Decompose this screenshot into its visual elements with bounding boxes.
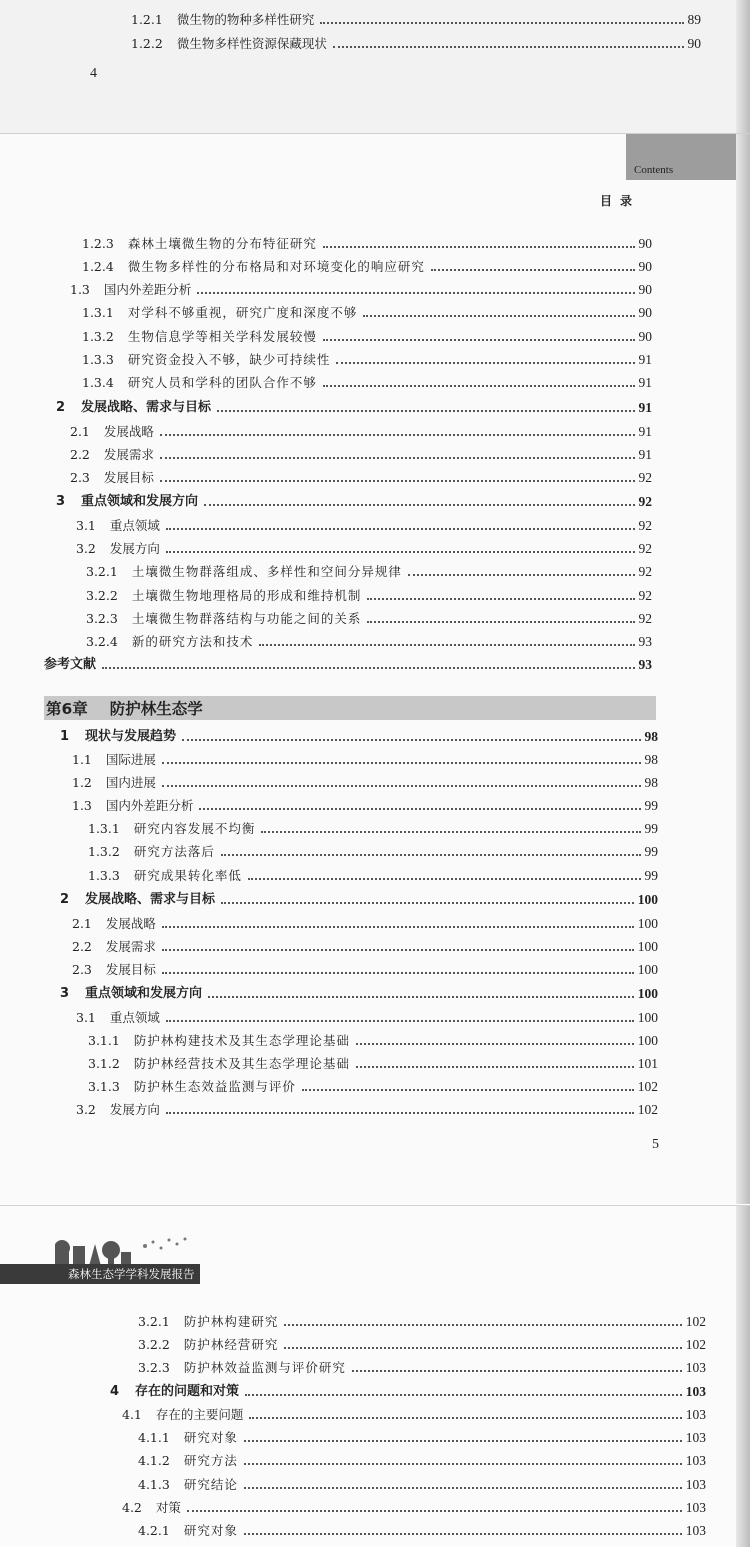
contents-tab — [626, 134, 750, 180]
dot-leader — [431, 269, 635, 271]
page-number: 4 — [90, 66, 97, 81]
toc-entry — [131, 35, 701, 53]
dot-leader — [244, 1533, 682, 1535]
toc-entry-title: 重点领域 — [109, 518, 160, 533]
dot-leader — [221, 854, 641, 856]
dot-leader — [356, 1043, 634, 1045]
chapter-title: 防护林生态学 — [109, 700, 203, 718]
toc-entry-title: 重点领域和发展方向 — [81, 494, 199, 509]
toc-entry-number: 4.1.3 — [138, 1477, 170, 1492]
toc-entry — [76, 517, 652, 535]
dot-leader — [323, 385, 635, 387]
toc-entry-number: 3.1.2 — [88, 1056, 120, 1071]
toc-entry — [138, 1313, 706, 1331]
toc-entry-title: 生物信息学等相关学科发展较慢 — [127, 329, 317, 344]
toc-entry-title: 国际进展 — [105, 752, 156, 767]
dot-leader — [162, 972, 634, 974]
dot-leader — [244, 1463, 682, 1465]
dot-leader — [336, 362, 634, 364]
toc-entry-number: 4.1 — [122, 1407, 142, 1422]
toc-entry-number: 1.3.1 — [82, 305, 114, 320]
dot-leader — [259, 644, 634, 646]
toc-entry-title: 森林土壤微生物的分布特征研究 — [127, 236, 317, 251]
toc-entry-title: 发展需求 — [103, 447, 154, 462]
toc-entry-title: 研究资金投入不够，缺少可持续性 — [127, 352, 331, 367]
toc-entry — [56, 493, 652, 511]
toc-entry — [88, 820, 658, 838]
dot-leader — [217, 410, 634, 412]
dot-leader — [160, 457, 635, 459]
dot-leader — [166, 1112, 634, 1114]
toc-entry-page: 92 — [638, 564, 652, 579]
toc-entry-page: 92 — [638, 541, 652, 556]
toc-entry-page: 102 — [637, 1102, 658, 1117]
toc-entry — [76, 1101, 658, 1119]
toc-entry-number: 3 — [60, 986, 70, 1001]
toc-entry — [86, 610, 652, 628]
toc-entry — [76, 540, 652, 558]
toc-entry — [70, 469, 652, 487]
toc-entry — [86, 587, 652, 605]
dot-leader — [162, 949, 634, 951]
dot-leader — [333, 46, 684, 48]
toc-entry-page: 103 — [685, 1407, 706, 1422]
toc-entry-number: 1.1 — [72, 752, 92, 767]
toc-entry-number: 3.2.2 — [138, 1337, 170, 1352]
toc-entry-title: 微生物多样性的分布格局和对环境变化的响应研究 — [127, 259, 425, 274]
toc-entry-title: 发展战略 — [103, 424, 154, 439]
page-number: 5 — [652, 1137, 659, 1152]
toc-entry-title: 防护林效益监测与评价研究 — [183, 1360, 346, 1375]
toc-entry-title: 防护林生态效益监测与评价 — [133, 1079, 296, 1094]
toc-entry-title: 土壤微生物地理格局的形成和维持机制 — [131, 588, 362, 603]
toc-entry — [60, 728, 658, 746]
contents-tab-label: Contents — [634, 164, 674, 176]
toc-entry-number: 1.2.4 — [82, 259, 114, 274]
toc-entry-page: 102 — [685, 1337, 706, 1352]
toc-entry-title: 国内外差距分析 — [103, 282, 192, 297]
dot-leader — [367, 598, 634, 600]
toc-entry-page: 103 — [685, 1500, 706, 1515]
toc-entry-number: 3.2.1 — [138, 1314, 170, 1329]
toc-entry-number: 3.1.1 — [88, 1033, 120, 1048]
toc-entry-page: 100 — [637, 986, 658, 1001]
dot-leader — [356, 1066, 634, 1068]
toc-entry-page: 92 — [638, 588, 652, 603]
toc-entry-title: 防护林经营研究 — [183, 1337, 279, 1352]
toc-entry-title: 发展战略 — [105, 916, 156, 931]
toc-entry — [82, 374, 652, 392]
toc-entry-page: 103 — [685, 1430, 706, 1445]
toc-entry — [76, 1009, 658, 1027]
toc-entry-number: 2 — [56, 400, 66, 415]
toc-entry-page: 99 — [644, 821, 658, 836]
toc-entry-page: 103 — [685, 1453, 706, 1468]
toc-entry-page: 92 — [638, 518, 652, 533]
toc-entry-number: 1.3 — [72, 798, 92, 813]
toc-entry — [88, 843, 658, 861]
dot-leader — [363, 315, 634, 317]
toc-entry — [72, 938, 658, 956]
dot-leader — [261, 831, 640, 833]
toc-entry-number: 3.1.3 — [88, 1079, 120, 1094]
dot-leader — [160, 434, 635, 436]
dot-leader — [323, 339, 635, 341]
toc-entry-page: 91 — [638, 447, 652, 462]
toc-entry-title: 研究对象 — [183, 1430, 238, 1445]
toc-entry-page: 93 — [638, 657, 652, 672]
toc-entry — [138, 1452, 706, 1470]
toc-entry — [138, 1336, 706, 1354]
forest-logo-icon — [55, 1236, 200, 1266]
toc-entry — [86, 633, 652, 651]
chapter-number: 第6章 — [46, 700, 88, 718]
toc-entry — [56, 399, 652, 417]
toc-entry-page: 90 — [638, 282, 652, 297]
toc-entry-page: 99 — [644, 868, 658, 883]
toc-page-6 — [0, 1205, 750, 1547]
toc-entry-number: 参考文献 — [44, 657, 97, 672]
toc-entry — [82, 351, 652, 369]
toc-entry — [138, 1522, 706, 1540]
dot-leader — [352, 1370, 682, 1372]
toc-entry-title: 研究对象 — [183, 1523, 238, 1538]
toc-entry-number: 3.2.2 — [86, 588, 118, 603]
book-spine-shadow — [736, 0, 750, 133]
dot-leader — [187, 1510, 682, 1512]
toc-entry — [72, 751, 658, 769]
toc-page-5 — [0, 134, 750, 1204]
toc-entry-page: 90 — [638, 305, 652, 320]
toc-entry-title: 重点领域和发展方向 — [85, 986, 203, 1001]
toc-entry-title: 存在的问题和对策 — [135, 1384, 240, 1399]
dot-leader — [408, 574, 635, 576]
toc-entry — [72, 961, 658, 979]
dot-leader — [248, 878, 641, 880]
toc-entry-page: 91 — [638, 375, 652, 390]
toc-entry-page: 89 — [687, 12, 701, 27]
dot-leader — [204, 504, 634, 506]
toc-entry-number: 4 — [110, 1384, 120, 1399]
toc-entry-title: 防护林构建技术及其生态学理论基础 — [133, 1033, 350, 1048]
toc-entry — [86, 563, 652, 581]
toc-entry — [138, 1359, 706, 1377]
toc-entry — [88, 867, 658, 885]
toc-entry-number: 4.2 — [122, 1500, 142, 1515]
toc-entry-number: 3.2 — [76, 541, 96, 556]
toc-entry-title: 发展战略、需求与目标 — [81, 400, 212, 415]
toc-entry-number: 1.3.3 — [82, 352, 114, 367]
toc-entry-title: 国内外差距分析 — [105, 798, 194, 813]
chapter-heading-bar — [44, 696, 656, 720]
toc-entry — [88, 1032, 658, 1050]
toc-entry-number: 2.3 — [72, 962, 92, 977]
toc-entry-title: 现状与发展趋势 — [85, 729, 177, 744]
toc-entry — [82, 235, 652, 253]
toc-entry — [72, 915, 658, 933]
toc-entry — [72, 797, 658, 815]
dot-leader — [160, 480, 635, 482]
toc-entry-page: 98 — [644, 752, 658, 767]
toc-entry-page: 90 — [687, 36, 701, 51]
toc-entry — [44, 656, 652, 674]
toc-entry — [82, 328, 652, 346]
toc-entry-title: 发展目标 — [103, 470, 154, 485]
dot-leader — [284, 1324, 681, 1326]
dot-leader — [166, 528, 635, 530]
toc-entry-number: 3.2 — [76, 1102, 96, 1117]
toc-entry-title: 研究结论 — [183, 1477, 238, 1492]
dot-leader — [323, 246, 635, 248]
dot-leader — [320, 22, 683, 24]
toc-entry-number: 1.3.3 — [88, 868, 120, 883]
toc-entry-page: 93 — [638, 634, 652, 649]
toc-entry-title: 微生物的物种多样性研究 — [176, 12, 315, 27]
toc-entry-page: 92 — [638, 494, 652, 509]
toc-entry-title: 存在的主要问题 — [155, 1407, 244, 1422]
dot-leader — [249, 1417, 681, 1419]
toc-entry-number: 3.1 — [76, 518, 96, 533]
toc-entry-number: 1.3.2 — [82, 329, 114, 344]
toc-entry-page: 100 — [637, 892, 658, 907]
toc-entry — [82, 304, 652, 322]
toc-entry-title: 国内进展 — [105, 775, 156, 790]
dot-leader — [367, 621, 634, 623]
toc-entry-title: 发展需求 — [105, 939, 156, 954]
toc-entry-title: 研究成果转化率低 — [133, 868, 242, 883]
toc-entry — [60, 985, 658, 1003]
toc-entry-title: 防护林构建研究 — [183, 1314, 279, 1329]
toc-entry-number: 1.2 — [72, 775, 92, 790]
toc-entry — [60, 891, 658, 909]
toc-entry-number: 4.1.1 — [138, 1430, 170, 1445]
toc-entry-title: 重点领域 — [109, 1010, 160, 1025]
toc-page-4 — [0, 0, 750, 134]
toc-entry-page: 100 — [637, 939, 658, 954]
toc-entry-page: 101 — [637, 1056, 658, 1071]
toc-entry-page: 100 — [637, 1033, 658, 1048]
toc-entry-title: 土壤微生物群落结构与功能之间的关系 — [131, 611, 362, 626]
dot-leader — [162, 926, 634, 928]
toc-entry — [138, 1429, 706, 1447]
toc-entry-page: 100 — [637, 916, 658, 931]
toc-entry-number: 3.2.3 — [138, 1360, 170, 1375]
toc-entry-title: 土壤微生物群落组成、多样性和空间分异规律 — [131, 564, 402, 579]
toc-entry-page: 92 — [638, 470, 652, 485]
toc-entry-page: 98 — [644, 729, 658, 744]
dot-leader — [302, 1089, 634, 1091]
dot-leader — [162, 785, 641, 787]
book-spine-shadow — [736, 1206, 750, 1547]
toc-entry — [138, 1476, 706, 1494]
toc-entry-page: 90 — [638, 259, 652, 274]
toc-entry-page: 103 — [685, 1477, 706, 1492]
toc-entry — [82, 258, 652, 276]
toc-entry-title: 微生物多样性资源保藏现状 — [176, 36, 327, 51]
toc-entry-title: 对学科不够重视，研究广度和深度不够 — [127, 305, 358, 320]
dot-leader — [208, 996, 634, 998]
toc-entry-number: 3.2.4 — [86, 634, 118, 649]
toc-entry-title: 发展方向 — [109, 541, 160, 556]
dot-leader — [221, 902, 634, 904]
toc-entry-number: 2 — [60, 892, 70, 907]
toc-entry-page: 91 — [638, 424, 652, 439]
toc-entry-number: 2.1 — [70, 424, 90, 439]
toc-entry-page: 92 — [638, 611, 652, 626]
toc-entry-page: 102 — [637, 1079, 658, 1094]
toc-entry-number: 2.2 — [72, 939, 92, 954]
dot-leader — [244, 1487, 682, 1489]
toc-entry — [131, 11, 701, 29]
toc-entry — [122, 1406, 706, 1424]
toc-entry-page: 100 — [637, 962, 658, 977]
dot-leader — [102, 667, 634, 669]
toc-entry — [70, 423, 652, 441]
toc-entry — [110, 1383, 706, 1401]
toc-entry-number: 1 — [60, 729, 70, 744]
book-title: 森林生态学学科发展报告 — [68, 1267, 195, 1281]
toc-entry-page: 90 — [638, 236, 652, 251]
toc-entry-page: 91 — [638, 400, 652, 415]
toc-entry-title: 研究内容发展不均衡 — [133, 821, 256, 836]
dot-leader — [199, 808, 640, 810]
toc-entry-page: 99 — [644, 844, 658, 859]
toc-entry-title: 研究方法 — [183, 1453, 238, 1468]
toc-entry-number: 1.3 — [70, 282, 90, 297]
toc-entry-page: 103 — [685, 1523, 706, 1538]
dot-leader — [166, 551, 635, 553]
running-head: 目录 — [599, 194, 640, 208]
toc-entry-number: 1.3.2 — [88, 844, 120, 859]
toc-entry-title: 新的研究方法和技术 — [131, 634, 254, 649]
toc-entry-page: 98 — [644, 775, 658, 790]
toc-entry-number: 1.2.2 — [131, 36, 163, 51]
toc-entry-title: 研究人员和学科的团队合作不够 — [127, 375, 317, 390]
toc-entry-page: 100 — [637, 1010, 658, 1025]
toc-entry-page: 102 — [685, 1314, 706, 1329]
dot-leader — [197, 292, 634, 294]
book-spine-shadow — [736, 134, 750, 1204]
toc-entry-page: 103 — [685, 1384, 706, 1399]
dot-leader — [244, 1440, 682, 1442]
dot-leader — [162, 762, 641, 764]
toc-entry-number: 2.2 — [70, 447, 90, 462]
toc-entry-title: 对策 — [155, 1500, 181, 1515]
toc-entry-number: 3.2.3 — [86, 611, 118, 626]
toc-entry-page: 90 — [638, 329, 652, 344]
toc-entry-number: 2.3 — [70, 470, 90, 485]
dot-leader — [245, 1394, 682, 1396]
toc-entry-number: 1.3.4 — [82, 375, 114, 390]
toc-entry-title: 发展战略、需求与目标 — [85, 892, 216, 907]
toc-entry-page: 103 — [685, 1360, 706, 1375]
toc-entry-title: 研究方法落后 — [133, 844, 215, 859]
toc-entry-number: 3.1 — [76, 1010, 96, 1025]
toc-entry — [122, 1499, 706, 1517]
toc-entry-title: 发展目标 — [105, 962, 156, 977]
dot-leader — [182, 739, 640, 741]
toc-entry — [88, 1055, 658, 1073]
toc-entry — [72, 774, 658, 792]
toc-entry — [88, 1078, 658, 1096]
toc-entry-title: 防护林经营技术及其生态学理论基础 — [133, 1056, 350, 1071]
toc-entry — [70, 446, 652, 464]
toc-entry-title: 发展方向 — [109, 1102, 160, 1117]
dot-leader — [166, 1020, 634, 1022]
toc-entry-page: 91 — [638, 352, 652, 367]
toc-entry-number: 1.2.1 — [131, 12, 163, 27]
toc-entry-number: 4.2.1 — [138, 1523, 170, 1538]
toc-entry-number: 2.1 — [72, 916, 92, 931]
toc-entry-number: 3.2.1 — [86, 564, 118, 579]
book-title-bar — [0, 1264, 200, 1284]
toc-entry-page: 99 — [644, 798, 658, 813]
toc-entry-number: 1.3.1 — [88, 821, 120, 836]
dot-leader — [284, 1347, 681, 1349]
toc-entry-number: 4.1.2 — [138, 1453, 170, 1468]
toc-entry-number: 1.2.3 — [82, 236, 114, 251]
toc-entry — [70, 281, 652, 299]
toc-entry-number: 3 — [56, 494, 66, 509]
